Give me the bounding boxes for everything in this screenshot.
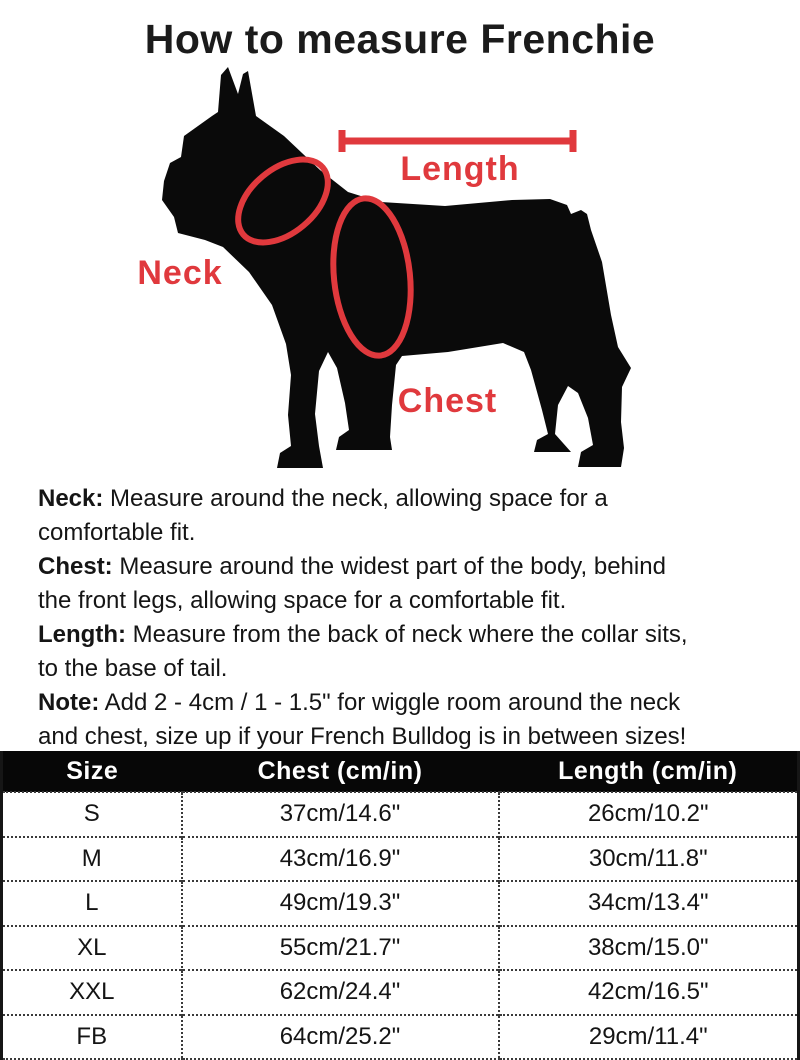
length-label: Length bbox=[400, 150, 520, 188]
cell-size: S bbox=[2, 792, 182, 837]
length-measure-bar bbox=[342, 130, 573, 152]
cell-chest: 62cm/24.4" bbox=[182, 970, 499, 1015]
table-row-xl bbox=[2, 926, 799, 971]
cell-chest: 37cm/14.6" bbox=[182, 792, 499, 837]
table-row-fb bbox=[2, 1015, 799, 1060]
size-chart-header-row bbox=[2, 751, 799, 792]
table-row-l bbox=[2, 881, 799, 926]
instruction-length: Length: Measure from the back of neck where the collar sits, to the base of tail. bbox=[38, 621, 688, 682]
table-row-xxl bbox=[2, 970, 799, 1015]
instruction-length-label: Length: bbox=[38, 621, 126, 648]
cell-chest: 55cm/21.7" bbox=[182, 926, 499, 971]
instruction-neck: Neck: Measure around the neck, allowing space for a comfortable fit. bbox=[38, 485, 608, 546]
page-title: How to measure Frenchie bbox=[144, 16, 656, 62]
cell-size: XL bbox=[2, 926, 182, 971]
cell-length: 26cm/10.2" bbox=[499, 792, 799, 837]
cell-size: M bbox=[2, 837, 182, 882]
instruction-chest: Chest: Measure around the widest part of the body, behind the front legs, allowing space for a comfortable fit. bbox=[38, 553, 666, 614]
cell-length: 38cm/15.0" bbox=[499, 926, 799, 971]
cell-chest: 64cm/25.2" bbox=[182, 1015, 499, 1060]
size-chart bbox=[0, 751, 800, 1060]
size-chart-table bbox=[0, 751, 800, 1060]
instruction-neck-label: Neck: bbox=[38, 485, 104, 512]
cell-length: 29cm/11.4" bbox=[499, 1015, 799, 1060]
chest-label: Chest bbox=[397, 382, 498, 420]
cell-size: XXL bbox=[2, 970, 182, 1015]
measuring-instructions bbox=[38, 482, 778, 754]
col-header-chest: Chest (cm/in) bbox=[182, 751, 499, 792]
cell-size: FB bbox=[2, 1015, 182, 1060]
neck-label: Neck bbox=[137, 254, 223, 292]
cell-length: 42cm/16.5" bbox=[499, 970, 799, 1015]
cell-chest: 43cm/16.9" bbox=[182, 837, 499, 882]
cell-length: 30cm/11.8" bbox=[499, 837, 799, 882]
table-row-m bbox=[2, 837, 799, 882]
instruction-note-label: Note: bbox=[38, 689, 100, 716]
col-header-length: Length (cm/in) bbox=[499, 751, 799, 792]
cell-size: L bbox=[2, 881, 182, 926]
table-row-s bbox=[2, 792, 799, 837]
instruction-chest-label: Chest: bbox=[38, 553, 113, 580]
cell-length: 34cm/13.4" bbox=[499, 881, 799, 926]
col-header-size: Size bbox=[2, 751, 182, 792]
instruction-note: Note: Add 2 - 4cm / 1 - 1.5" for wiggle room around the neck and chest, size up if your French Bulldog is in between sizes! bbox=[38, 689, 687, 750]
cell-chest: 49cm/19.3" bbox=[182, 881, 499, 926]
